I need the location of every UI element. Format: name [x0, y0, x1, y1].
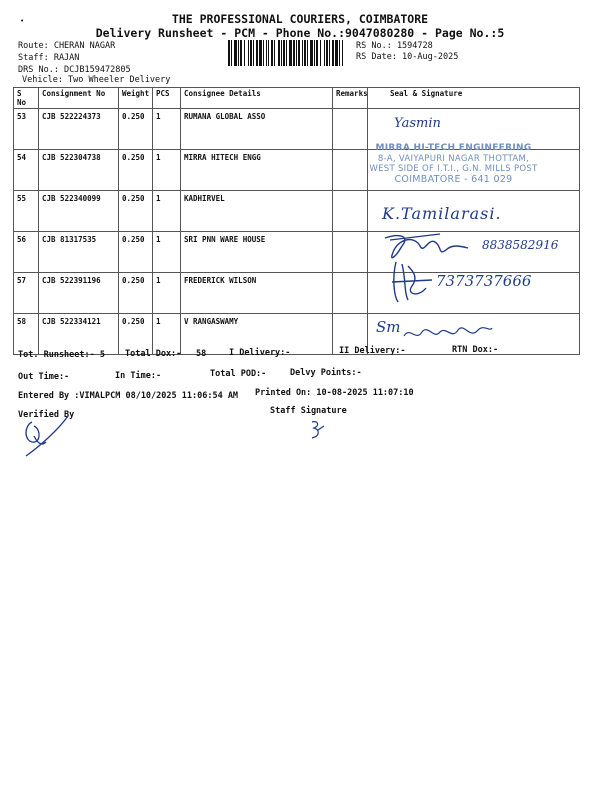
barcode-bar	[304, 40, 306, 66]
vehicle-label: Vehicle: Two Wheeler Delivery	[22, 75, 171, 85]
barcode-bar	[271, 40, 273, 66]
delivery-points: Delvy Points:-	[290, 368, 362, 378]
cell-sno: 53	[14, 109, 39, 150]
rs-date: RS Date: 10-Aug-2025	[356, 52, 459, 62]
cell-pcs: 1	[153, 109, 181, 150]
barcode-bar	[316, 40, 318, 66]
barcode-bar	[339, 40, 340, 66]
cell-consignment: CJB 522224373	[39, 109, 119, 150]
cell-consignee: FREDERICK WILSON	[181, 273, 333, 314]
cell-consignee: SRI PNN WARE HOUSE	[181, 232, 333, 273]
barcode-bar	[274, 40, 275, 66]
barcode-bar	[250, 40, 252, 66]
cell-pcs: 1	[153, 150, 181, 191]
barcode-bar	[240, 40, 242, 66]
total-pod: Total POD:-	[210, 369, 267, 379]
barcode-bar	[307, 40, 308, 66]
barcode-bar	[248, 40, 249, 66]
cell-remarks	[333, 232, 368, 273]
cell-sno: 57	[14, 273, 39, 314]
cell-remarks	[333, 150, 368, 191]
staff-signature-scribble	[306, 418, 328, 442]
cell-pcs: 1	[153, 314, 181, 355]
cell-remarks	[333, 109, 368, 150]
route-label: Route: CHERAN NAGAR	[18, 41, 116, 51]
barcode-image	[228, 40, 343, 66]
total-dox-label: Total Dox:-	[125, 349, 182, 359]
col-header-remarks: Remarks	[333, 88, 368, 109]
rtn-dox: RTN Dox:-	[452, 345, 499, 355]
barcode-bar	[238, 40, 239, 66]
barcode-bar	[253, 40, 254, 66]
stamp-line-2: 8-A, VAIYAPURI NAGAR THOTTAM,	[377, 153, 530, 164]
barcode-bar	[298, 40, 300, 66]
barcode-bar	[314, 40, 315, 66]
cell-weight: 0.250	[119, 191, 153, 232]
col-header-consignment: Consignment No	[39, 88, 119, 109]
barcode-bar	[310, 40, 313, 66]
barcode-bar	[259, 40, 262, 66]
barcode-bar	[256, 40, 258, 66]
cell-remarks	[333, 191, 368, 232]
total-dox-value: 58	[196, 349, 207, 359]
barcode-bar	[296, 40, 297, 66]
corner-mark: •	[20, 17, 25, 25]
printed-on: Printed On: 10-08-2025 11:07:10	[255, 388, 414, 398]
col-header-sno: S No	[14, 88, 39, 109]
verified-by: Verified By	[18, 410, 75, 420]
signature-row-53: Yasmin	[394, 116, 441, 131]
barcode-bar	[332, 40, 334, 66]
verifier-signature-scribble	[18, 412, 76, 460]
staff-label: Staff: RAJAN	[18, 53, 80, 63]
cell-sno: 56	[14, 232, 39, 273]
cell-consignee: V RANGASWAMY	[181, 314, 333, 355]
stamp-line-3: WEST SIDE OF I.T.I., G.N. MILLS POST	[369, 164, 538, 174]
cell-consignee: MIRRA HITECH ENGG	[181, 150, 333, 191]
runsheet-title: Delivery Runsheet - PCM - Phone No.:9047080280 - Page No.:5	[95, 26, 505, 40]
col-header-pcs: PCS	[153, 88, 181, 109]
barcode-bar	[335, 40, 338, 66]
barcode-bar	[324, 40, 325, 66]
barcode-bar	[234, 40, 237, 66]
signature-row-58: Sm	[376, 318, 401, 336]
out-time: Out Time:-	[18, 372, 70, 382]
entered-by: Entered By :VIMALPCM 08/10/2025 11:06:54 AM	[18, 391, 239, 401]
barcode-bar	[278, 40, 280, 66]
barcode-bar	[293, 40, 295, 66]
total-runsheet: Tot. Runsheet:- 5	[18, 350, 105, 360]
cell-weight: 0.250	[119, 273, 153, 314]
barcode-bar	[266, 40, 267, 66]
col-header-seal-signature: Seal & Signature	[368, 88, 580, 109]
signature-row-55: K.Tamilarasi.	[382, 204, 502, 223]
barcode-bar	[228, 40, 230, 66]
cell-remarks	[333, 273, 368, 314]
cell-pcs: 1	[153, 273, 181, 314]
signature-scribble-58	[400, 318, 495, 344]
barcode-bar	[326, 40, 328, 66]
cell-weight: 0.250	[119, 232, 153, 273]
table-header-row	[14, 88, 580, 109]
in-time: In Time:-	[115, 371, 162, 381]
cell-sno: 55	[14, 191, 39, 232]
cell-consignee: KADHIRVEL	[181, 191, 333, 232]
barcode-bar	[342, 40, 343, 66]
i-delivery: I Delivery:-	[229, 348, 291, 358]
ii-delivery: II Delivery:-	[339, 346, 406, 356]
signature-scribble-57	[388, 258, 438, 306]
cell-consignment: CJB 522340099	[39, 191, 119, 232]
cell-weight: 0.250	[119, 109, 153, 150]
phone-row-56: 8838582916	[482, 238, 559, 252]
cell-consignment: CJB 522391196	[39, 273, 119, 314]
stamp-line-4: COIMBATORE - 641 029	[394, 173, 513, 185]
cell-weight: 0.250	[119, 314, 153, 355]
cell-consignment: CJB 522304738	[39, 150, 119, 191]
company-stamp	[366, 143, 541, 185]
company-name: THE PROFESSIONAL COURIERS, COIMBATORE	[171, 12, 429, 26]
cell-sno: 58	[14, 314, 39, 355]
barcode-bar	[244, 40, 245, 66]
barcode-bar	[263, 40, 264, 66]
cell-sno: 54	[14, 150, 39, 191]
barcode-bar	[289, 40, 292, 66]
rs-number: RS No.: 1594728	[356, 41, 433, 51]
cell-pcs: 1	[153, 191, 181, 232]
phone-row-57: 7373737666	[436, 272, 532, 290]
cell-consignment: CJB 81317535	[39, 232, 119, 273]
barcode-bar	[283, 40, 285, 66]
col-header-consignee: Consignee Details	[181, 88, 333, 109]
drs-number: DRS No.: DCJB159472805	[18, 65, 131, 75]
col-header-weight: Weight	[119, 88, 153, 109]
cell-pcs: 1	[153, 232, 181, 273]
barcode-bar	[302, 40, 303, 66]
barcode-bar	[320, 40, 321, 66]
barcode-bar	[231, 40, 232, 66]
barcode-bar	[329, 40, 330, 66]
cell-consignment: CJB 522334121	[39, 314, 119, 355]
barcode-bar	[268, 40, 269, 66]
barcode-bar	[286, 40, 287, 66]
cell-consignee: RUMANA GLOBAL ASSO	[181, 109, 333, 150]
cell-weight: 0.250	[119, 150, 153, 191]
staff-signature: Staff Signature	[270, 406, 347, 416]
stamp-line-1: MIRRA HI-TECH ENGINEERING	[375, 143, 532, 153]
barcode-bar	[281, 40, 282, 66]
